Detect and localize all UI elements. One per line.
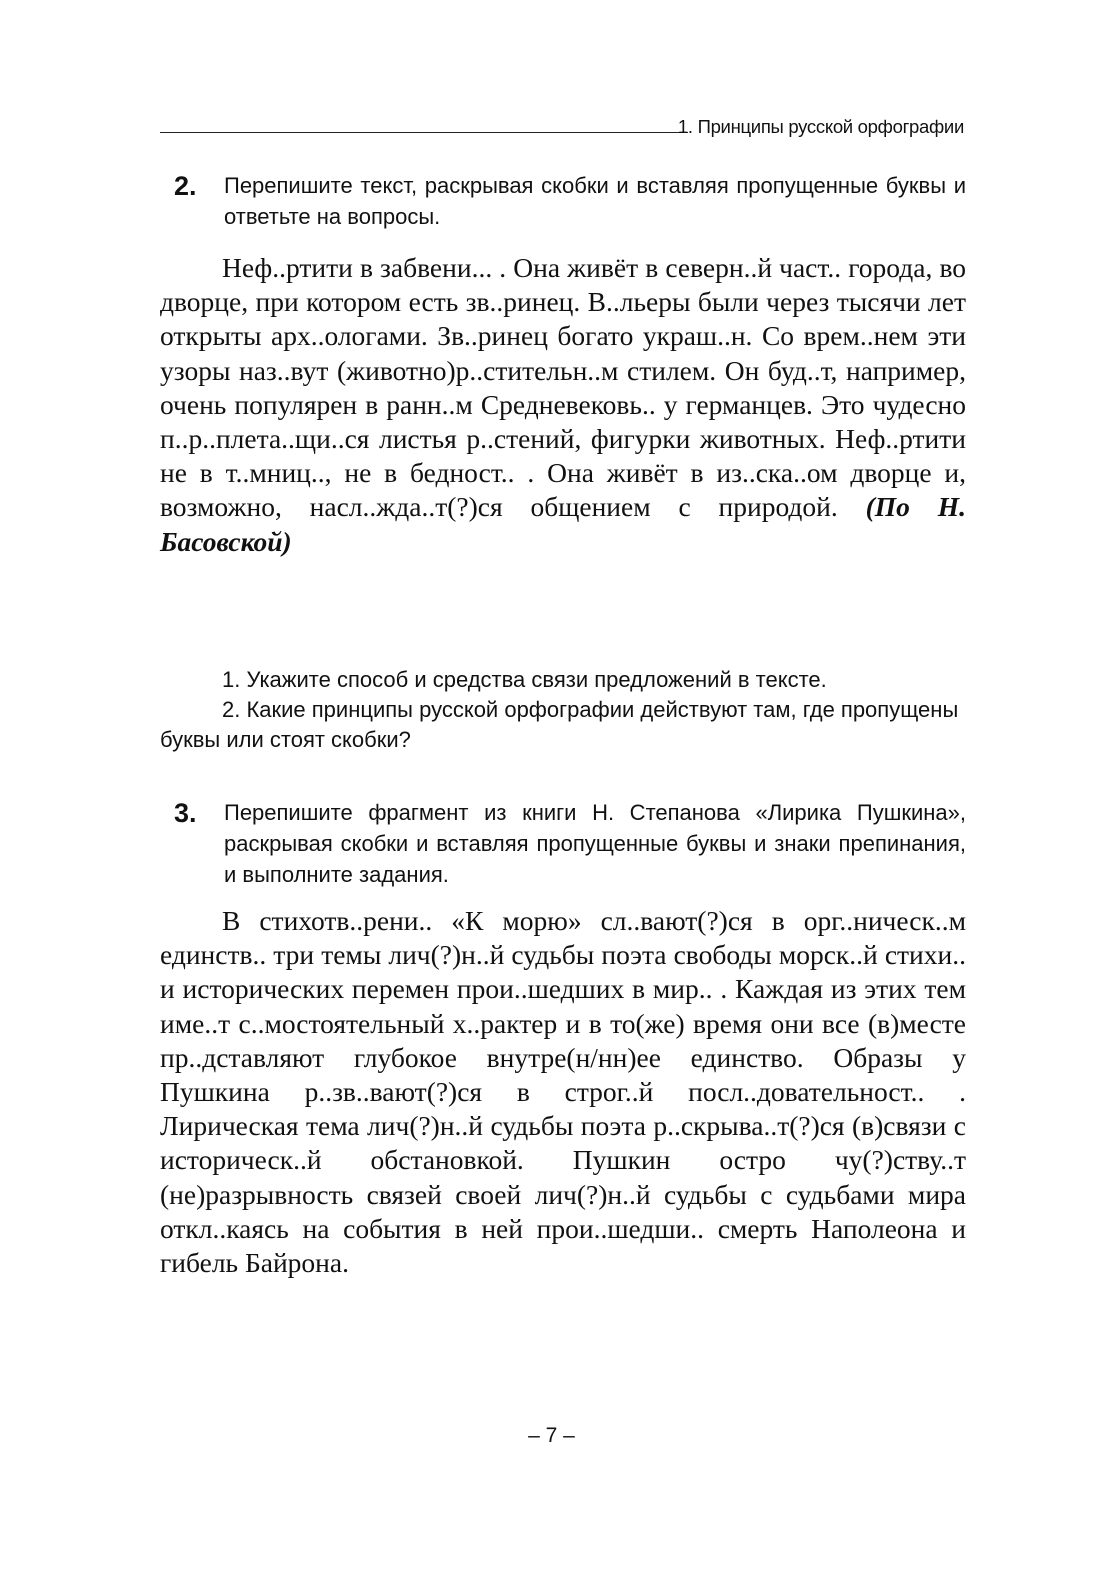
question-item: 2. Какие принципы русской орфографии действуют там, где пропущены буквы или стоят скобки? [160, 697, 959, 752]
exercise-body: Неф..ртити в забвени... . Она живёт в северн..й част.. города, во дворце, при котором есть зв..ринец. В..льеры были через тысячи лет открыты арх..ологами. Зв..ринец богато украш..н. Со врем..нем эти узоры наз..вут (животно)р..стительн..м стилем. Он буд..т, например, очень популярен в ранн..м Средневековь.. у германцев. Это чудесно п..р..плета..щи..ся листья р..стений, фигурки животных. Неф..ртити не в т..мниц.., не в бедност.. . Она живёт в из..ска..ом дворце и, возможно, насл..жда..т(?)ся общением с природой. [160, 252, 966, 523]
exercise-text [160, 251, 966, 559]
question-item: 1. Укажите способ и средства связи предложений в тексте. [222, 667, 827, 692]
task-2 [160, 170, 966, 232]
section-title: 1. Принципы русской орфографии [677, 116, 964, 137]
source-attribution: (По Н. Басовской) [160, 491, 966, 557]
page-number: – 7 – [528, 1424, 575, 1447]
task-instruction: Перепишите текст, раскрывая скобки и вставляя пропущенные буквы и ответьте на вопросы. [224, 173, 966, 229]
running-header [160, 116, 964, 144]
task-number: 2. [174, 171, 197, 201]
exercise-text [160, 904, 966, 1280]
header-rule [160, 132, 688, 133]
task-instruction: Перепишите фрагмент из книги Н. Степанова «Лирика Пушкина», раскрывая скобки и вставляя пропущенные буквы и знаки препинания, и выполните задания. [224, 800, 966, 887]
task-3 [160, 797, 966, 890]
exercise-body: В стихотв..рени.. «К морю» сл..вают(?)ся в орг..ническ..м единств.. три темы лич(?)н..й судьбы поэта свободы морск..й стихи.. и исторических перемен прои..шедших в мир.. . Каждая из этих тем име..т с..мостоятельный х..рактер и в то(же) время они все (в)месте пр..дставляют глубокое внутре(н/нн)ее единство. Образы у Пушкина р..зв..вают(?)ся в строг..й посл..довательност.. . Лирическая тема лич(?)н..й судьбы поэта р..скрыва..т(?)ся (в)связи с историческ..й обстановкой. Пушкин остро чу(?)ству..т (не)разрывность связей своей лич(?)н..й судьбы с судьбами мира откл..каясь на события в ней прои..шедши.. смерть Наполеона и гибель Байрона. [160, 905, 966, 1279]
task-number: 3. [174, 798, 197, 828]
question-list [160, 665, 966, 755]
